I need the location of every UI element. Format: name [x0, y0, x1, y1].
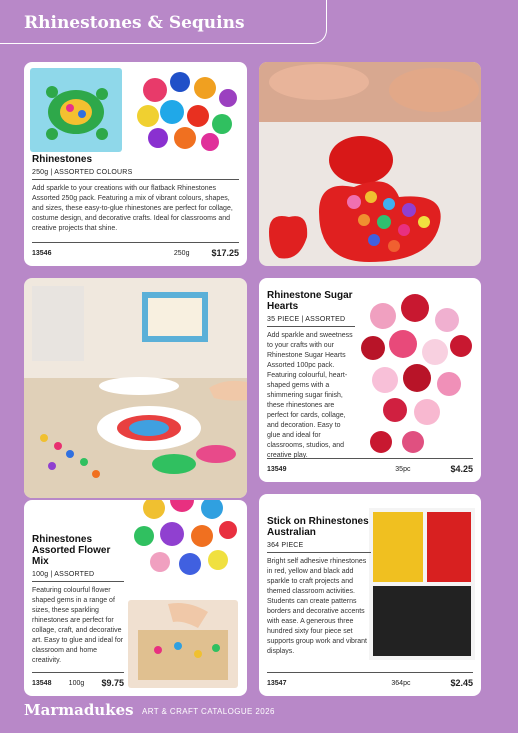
product-footer	[32, 242, 239, 258]
rhinestones-image	[30, 68, 241, 152]
product-qty: 364pc	[391, 679, 411, 687]
product-code: 13547	[267, 679, 287, 687]
wood-box-photo	[128, 600, 238, 688]
product-card-flower-mix[interactable]	[24, 500, 247, 696]
product-description: Add sparkle and sweetness to your crafts with our Rhinestone Sugar Hearts Assorted 100pc pack. Featuring colourful, heart-shaped gems with a shimmering sugar finish, these rhinestones are perfect for cards, collage, and decoration. Easy to glue and ideal for classrooms, studios, and creative play.	[267, 332, 353, 459]
product-qty: 250g	[173, 249, 190, 257]
product-title: Rhinestone Sugar Hearts	[267, 290, 353, 312]
product-price: $17.25	[211, 248, 239, 258]
product-footer	[267, 672, 473, 688]
brand-logo: Marmadukes	[24, 701, 134, 719]
product-meta: 35 PIECE | ASSORTED	[267, 316, 355, 327]
product-description: Add sparkle to your creations with our flatback Rhinestones Assorted 250g pack. Featuring a mix of vibrant colours, shapes, and sizes, these easy-to-glue rhinestones are perfect for collage, costume design, and decorative crafts. Ideal for classrooms and creative projects that shine.	[32, 185, 233, 232]
product-card-rhinestones[interactable]	[24, 62, 247, 266]
product-qty: 35pc	[395, 465, 411, 473]
product-meta: 364 PIECE	[267, 542, 371, 553]
product-description: Featuring colourful flower shaped gems in a range of sizes, these sparkling rhinestones are perfect for collage, craft, and decorative art. Easy to glue and ideal for classroom and home creativity.	[32, 587, 124, 664]
product-code: 13549	[267, 465, 287, 473]
flower-gems-image	[124, 500, 244, 590]
product-price: $4.25	[450, 464, 473, 474]
product-title: Rhinestones	[32, 154, 93, 165]
craft-hands-photo	[259, 62, 481, 266]
product-code: 13548	[32, 679, 52, 687]
sugar-hearts-image	[355, 286, 477, 456]
product-title: Rhinestones Assorted Flower Mix	[32, 534, 111, 567]
product-price: $9.75	[101, 678, 124, 688]
product-price: $2.45	[450, 678, 473, 688]
product-footer	[32, 672, 124, 688]
page-title: Rhinestones & Sequins	[24, 13, 245, 33]
classroom-table-photo	[24, 278, 247, 498]
footer-text: ART & CRAFT CATALOGUE 2026	[142, 707, 275, 716]
product-card-stick-on[interactable]	[259, 494, 481, 696]
product-title: Stick on Rhinestones Australian	[267, 516, 369, 538]
product-footer	[267, 458, 473, 474]
product-meta: 100g | ASSORTED	[32, 571, 124, 582]
product-card-sugar-hearts[interactable]	[259, 278, 481, 482]
product-description: Bright self adhesive rhinestones in red, yellow and black add sparkle to craft projects and themed classroom activities. Students can create patterns borders and decorative accents with ease. A generous three hundred sixty four piece set supports group work and vibrant displays.	[267, 558, 367, 655]
product-code: 13546	[32, 249, 52, 257]
product-meta: 250g | ASSORTED COLOURS	[32, 169, 239, 180]
product-qty: 100g	[68, 679, 85, 687]
stick-on-sheet-image	[369, 508, 475, 660]
